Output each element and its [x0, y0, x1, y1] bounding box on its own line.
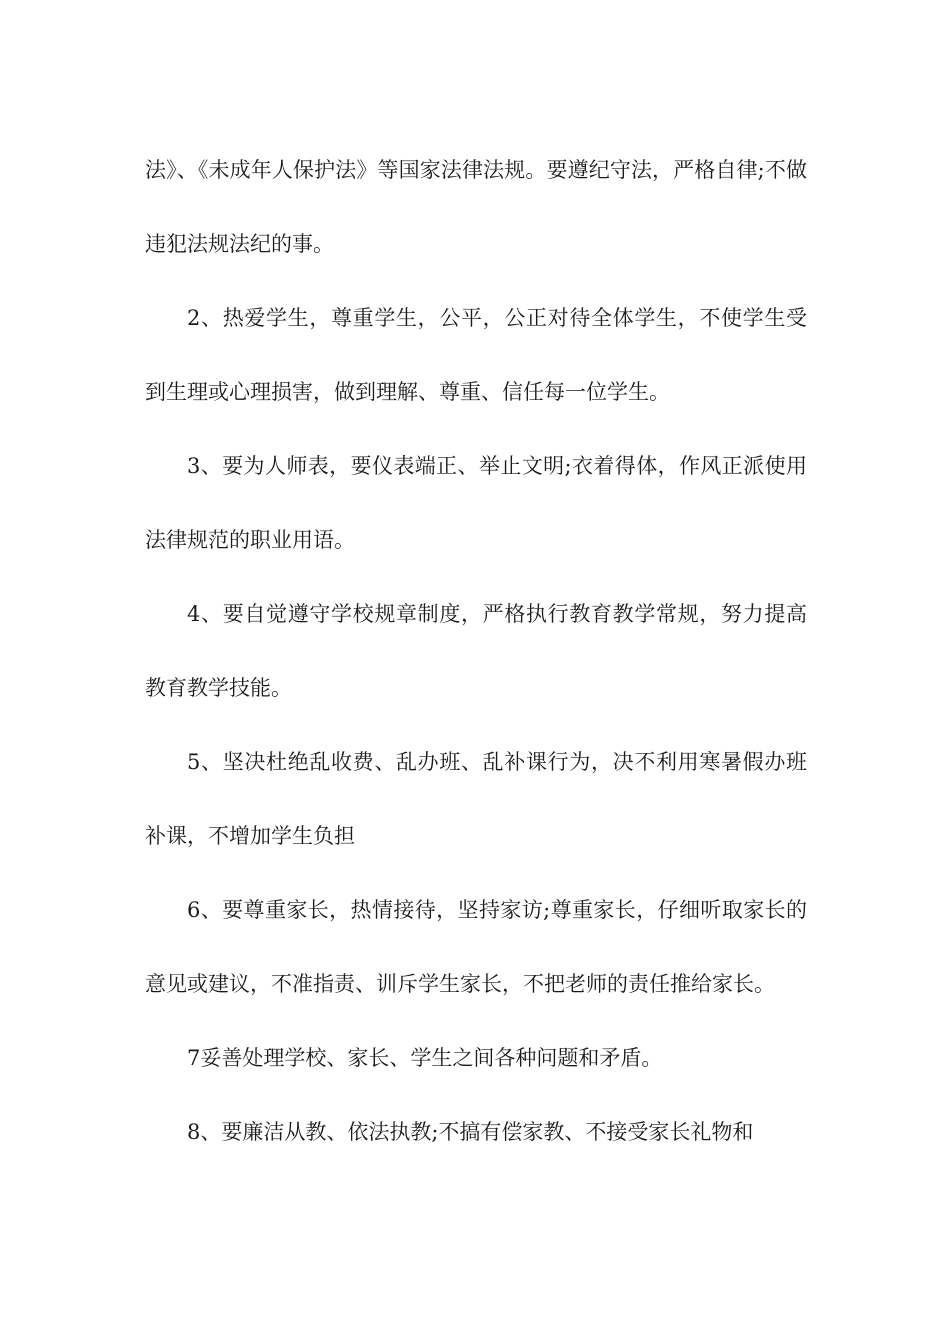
paragraph-item-7: 7妥善处理学校、家长、学生之间各种问题和矛盾。	[187, 1046, 663, 1070]
paragraph-item-3: 3、要为人师表，要仪表端正、举止文明;衣着得体，作风正派使用法律规范的职业用语。	[145, 454, 807, 552]
paragraph-item-6: 6、要尊重家长，热情接待，坚持家访;尊重家长，仔细听取家长的意见或建议，不准指责、训斥学生家长，不把老师的责任推给家长。	[145, 898, 807, 996]
document-body	[145, 133, 807, 1169]
paragraph-item-5: 5、坚决杜绝乱收费、乱办班、乱补课行为，决不利用寒暑假办班补课，不增加学生负担	[145, 750, 807, 848]
paragraph-item-8: 8、要廉洁从教、依法执教;不搞有偿家教、不接受家长礼物和	[187, 1120, 754, 1144]
paragraph-item-4: 4、要自觉遵守学校规章制度，严格执行教育教学常规，努力提高教育教学技能。	[145, 602, 807, 700]
paragraph-item-2: 2、热爱学生，尊重学生，公平，公正对待全体学生，不使学生受到生理或心理损害，做到理解、尊重、信任每一位学生。	[145, 306, 807, 404]
paragraph-continuation: 法》、《未成年人保护法》等国家法律法规。要遵纪守法，严格自律;不做违犯法规法纪的事。	[145, 158, 807, 256]
